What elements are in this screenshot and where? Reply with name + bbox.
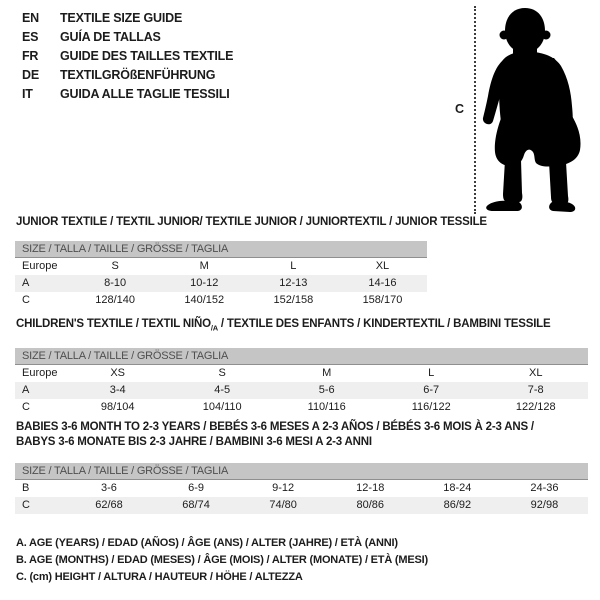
- column-header: Europe: [22, 260, 58, 272]
- language-code: EN: [22, 11, 39, 25]
- column-header: XS: [110, 367, 126, 379]
- table-cell: 9-12: [272, 482, 295, 494]
- legend: [16, 535, 428, 586]
- table-cell: 74/80: [269, 499, 297, 511]
- title-text: CHILDREN'S TEXTILE / TEXTIL NIÑO: [16, 318, 211, 330]
- table-cell: 122/128: [515, 401, 556, 413]
- table-cell: 8-10: [104, 277, 127, 289]
- row-label: B: [22, 482, 30, 494]
- row-label: C: [22, 499, 30, 511]
- table-cell: 110/116: [307, 401, 346, 413]
- table-cell: 5-6: [318, 384, 335, 396]
- language-list: [22, 9, 233, 104]
- language-row-it: [22, 85, 233, 104]
- table-cell: 116/122: [411, 401, 451, 413]
- legend-line-b: B. AGE (MONTHS) / EDAD (MESES) / ÂGE (MOIS) / ALTER (MONATE) / ETÀ (MESI): [16, 554, 428, 566]
- row-label: A: [22, 384, 30, 396]
- table-cell: 68/74: [182, 499, 210, 511]
- table-cell: 152/158: [273, 294, 314, 306]
- table-row-b: [15, 480, 588, 497]
- junior-size-table: [15, 241, 427, 309]
- table-cell: 7-8: [527, 384, 544, 396]
- table-cell: 4-5: [214, 384, 231, 396]
- table-cell: 12-18: [356, 482, 385, 494]
- column-header: M: [322, 367, 332, 379]
- column-header: XL: [375, 260, 390, 272]
- table-cell: 12-13: [279, 277, 308, 289]
- column-header: XL: [529, 367, 543, 379]
- language-label: GUIDA ALLE TAGLIE TESSILI: [60, 87, 230, 101]
- height-dotted-line: [474, 6, 476, 214]
- table-cell: 92/98: [530, 499, 559, 511]
- language-label: GUÍA DE TALLAS: [60, 30, 161, 44]
- babies-size-table: [15, 463, 588, 514]
- legend-line-c: C. (cm) HEIGHT / ALTURA / HAUTEUR / HÖHE / ALTEZZA: [16, 571, 303, 583]
- size-header-bar: SIZE / TALLA / TAILLE / GRÖSSE / TAGLIA: [15, 463, 588, 480]
- junior-table-title: JUNIOR TEXTILE / TEXTIL JUNIOR/ TEXTILE JUNIOR / JUNIORTEXTIL / JUNIOR TESSILE: [16, 216, 487, 228]
- children-table-title: [16, 318, 550, 332]
- table-cell: 86/92: [443, 499, 472, 511]
- table-row-c: [15, 399, 588, 416]
- table-cell: 140/152: [184, 294, 225, 306]
- table-cell: 158/170: [362, 294, 403, 306]
- row-label: A: [22, 277, 30, 289]
- column-header-row: [15, 258, 427, 275]
- legend-line-a: A. AGE (YEARS) / EDAD (AÑOS) / ÂGE (ANS) / ALTER (JAHRE) / ETÀ (ANNI): [16, 537, 398, 549]
- column-header-row: [15, 365, 588, 382]
- column-header: L: [290, 260, 297, 272]
- table-cell: 3-6: [101, 482, 117, 494]
- height-measure-label: C: [455, 102, 465, 116]
- table-cell: 98/104: [100, 401, 135, 413]
- row-label: C: [22, 401, 30, 413]
- language-row-fr: [22, 47, 233, 66]
- language-code: ES: [22, 30, 39, 44]
- language-row-de: [22, 66, 233, 85]
- column-header: Europe: [22, 367, 58, 379]
- column-header: M: [199, 260, 209, 272]
- table-cell: 6-7: [423, 384, 440, 396]
- language-code: FR: [22, 49, 39, 63]
- table-cell: 6-9: [188, 482, 205, 494]
- table-cell: 128/140: [95, 294, 136, 306]
- language-row-es: [22, 28, 233, 47]
- column-header: S: [111, 260, 119, 272]
- table-row-a: [15, 275, 427, 292]
- table-cell: 18-24: [443, 482, 472, 494]
- language-row-en: [22, 9, 233, 28]
- title-line-2: BABYS 3-6 MONATE BIS 2-3 JAHRE / BAMBINI 3-6 MESI A 2-3 ANNI: [16, 436, 372, 448]
- title-subscript: /A: [210, 323, 218, 333]
- language-label: GUIDE DES TAILLES TEXTILE: [60, 49, 234, 63]
- table-row-c: [15, 497, 588, 514]
- children-size-table: [15, 348, 588, 416]
- table-row-c: [15, 292, 427, 309]
- language-label: TEXTILE SIZE GUIDE: [60, 11, 183, 25]
- table-cell: 80/86: [356, 499, 385, 511]
- title-text: / TEXTILE DES ENFANTS / KINDERTEXTIL / BAMBINI TESSILE: [217, 318, 551, 330]
- baby-silhouette-icon: [478, 4, 598, 214]
- table-cell: 104/110: [202, 401, 242, 413]
- row-label: C: [22, 294, 30, 306]
- table-cell: 62/68: [95, 499, 123, 511]
- table-row-a: [15, 382, 588, 399]
- language-label: TEXTILGRÖßENFÜHRUNG: [60, 68, 216, 82]
- table-cell: 14-16: [368, 277, 397, 289]
- table-cell: 3-4: [109, 384, 126, 396]
- size-header-bar: SIZE / TALLA / TAILLE / GRÖSSE / TAGLIA: [15, 241, 427, 258]
- language-code: IT: [22, 87, 33, 101]
- title-line-1: BABIES 3-6 MONTH TO 2-3 YEARS / BEBÉS 3-6 MESES A 2-3 AÑOS / BÉBÉS 3-6 MOIS À 2-3 ANS /: [16, 421, 534, 433]
- language-code: DE: [22, 68, 39, 82]
- table-cell: 24-36: [530, 482, 559, 494]
- column-header: L: [428, 367, 435, 379]
- babies-table-title: [16, 420, 534, 450]
- size-header-bar: SIZE / TALLA / TAILLE / GRÖSSE / TAGLIA: [15, 348, 588, 365]
- table-cell: 10-12: [190, 277, 219, 289]
- column-header: S: [218, 367, 226, 379]
